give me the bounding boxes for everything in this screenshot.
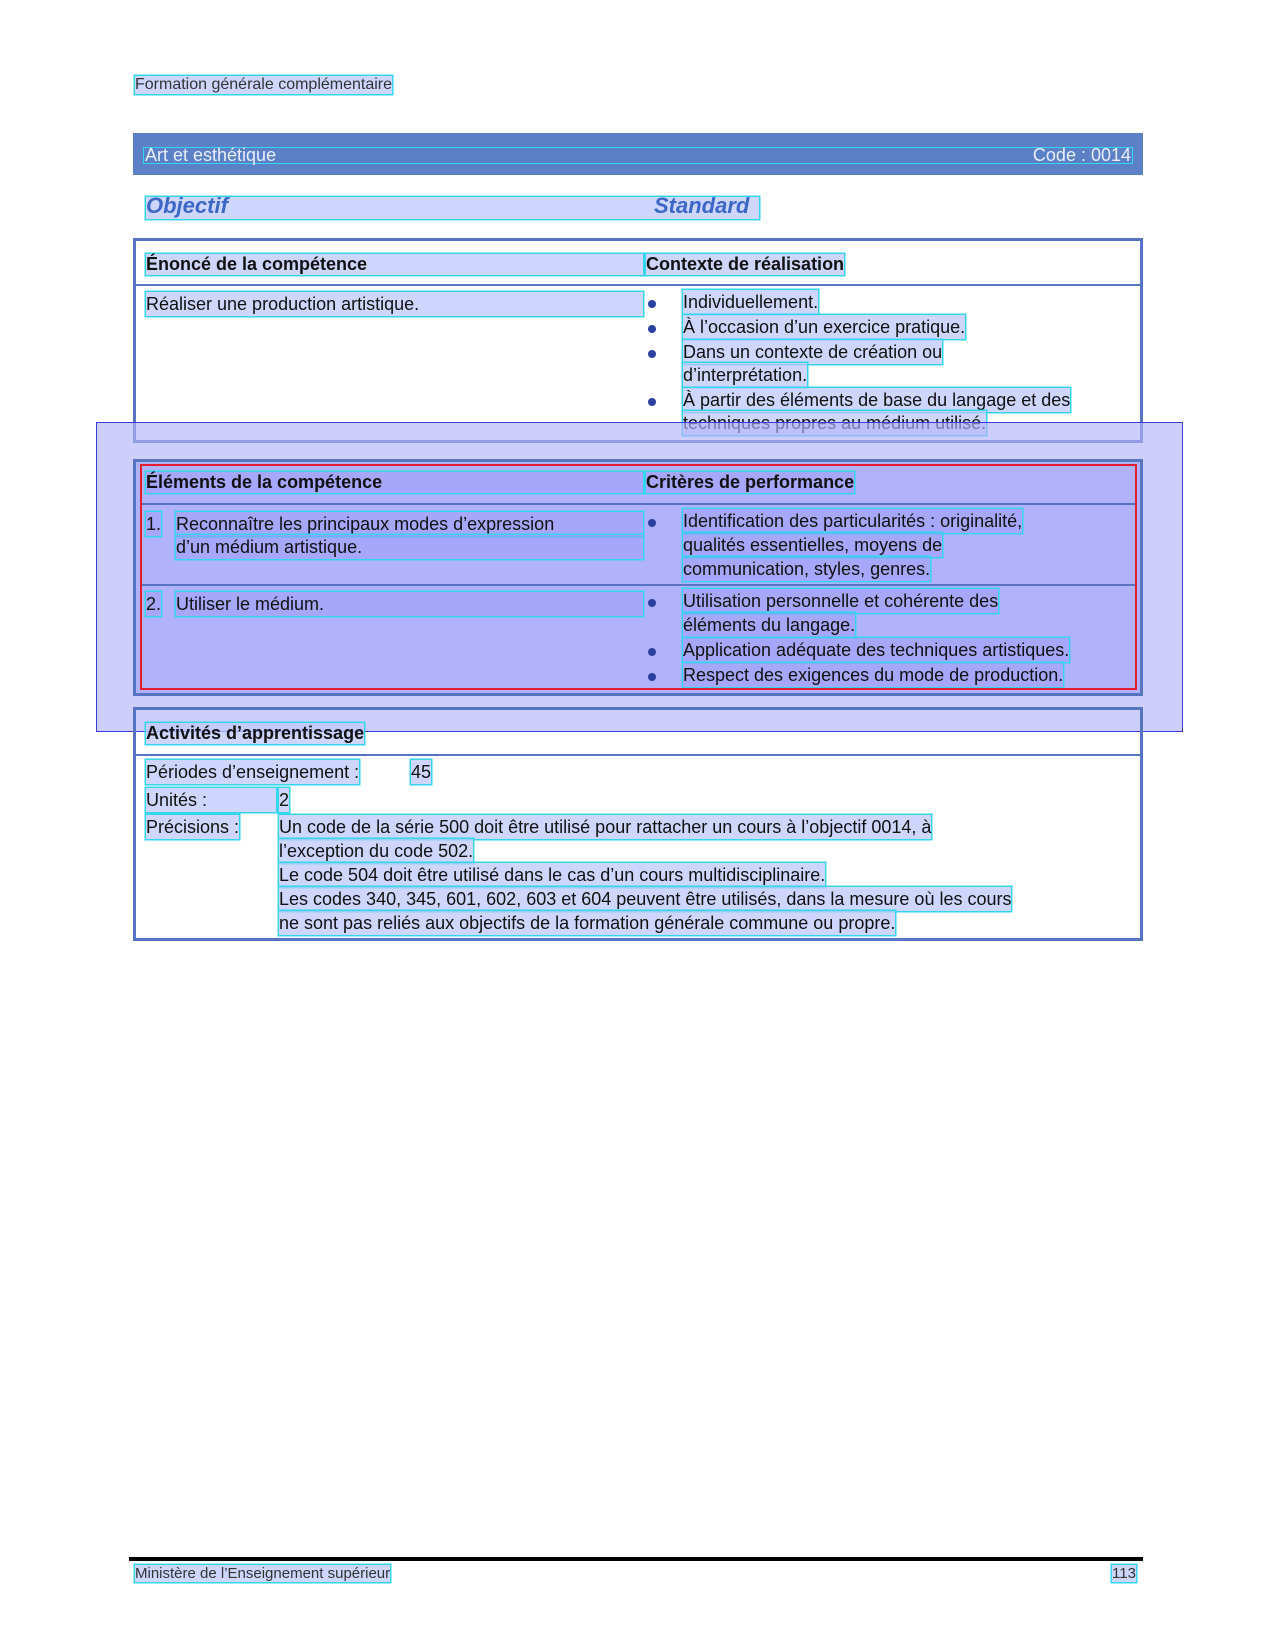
precision-line: Le code 504 doit être utilisé dans le cas d’un cours multidisciplinaire. bbox=[279, 865, 826, 885]
units-value: 2 bbox=[279, 790, 290, 810]
selected-region-border bbox=[140, 464, 1137, 690]
title-bar bbox=[133, 133, 1143, 175]
context-item-cont: d’interprétation. bbox=[683, 365, 808, 385]
header-divider bbox=[136, 754, 1140, 756]
bullet-icon bbox=[648, 398, 656, 406]
objective-heading: Objectif bbox=[146, 193, 228, 218]
context-item: Individuellement. bbox=[683, 292, 819, 312]
context-item: À l’occasion d’un exercice pratique. bbox=[683, 317, 966, 337]
footer-ministry: Ministère de l’Enseignement supérieur bbox=[135, 1565, 391, 1582]
precision-line: Un code de la série 500 doit être utilisé pour rattacher un cours à l’objectif 0014, à bbox=[279, 817, 932, 837]
competence-statement: Réaliser une production artistique. bbox=[146, 292, 643, 316]
precision-line: l’exception du code 502. bbox=[279, 841, 474, 861]
competence-statement-header: Énoncé de la compétence bbox=[146, 254, 643, 275]
context-item: À partir des éléments de base du langage et des bbox=[683, 390, 1071, 410]
units-label: Unités : bbox=[146, 788, 276, 812]
criterion-item-cont: communication, styles, genres. bbox=[683, 559, 931, 579]
criterion-item: Utilisation personnelle et cohérente des bbox=[683, 591, 999, 611]
criteria-header: Critères de performance bbox=[646, 472, 855, 492]
page-number: 113 bbox=[1112, 1565, 1136, 1582]
running-header: Formation générale complémentaire bbox=[135, 76, 393, 93]
precision-line: ne sont pas reliés aux objectifs de la formation générale commune ou propre. bbox=[279, 913, 896, 933]
competence-frame bbox=[133, 238, 1143, 443]
subheading-row bbox=[146, 193, 759, 219]
title-bar-outline bbox=[143, 147, 1133, 164]
activities-header: Activités d’apprentissage bbox=[146, 723, 365, 743]
course-title: Art et esthétique bbox=[145, 145, 277, 165]
precisions-label: Précisions : bbox=[146, 817, 240, 837]
periods-label: Périodes d’enseignement : bbox=[146, 762, 360, 782]
context-item: Dans un contexte de création ou bbox=[683, 342, 943, 362]
periods-value: 45 bbox=[411, 762, 432, 782]
element-text-cont: d’un médium artistique. bbox=[176, 535, 643, 559]
criterion-item: Identification des particularités : originalité, bbox=[683, 511, 1023, 531]
bullet-icon bbox=[648, 350, 656, 358]
elements-header: Éléments de la compétence bbox=[146, 472, 643, 493]
context-header: Contexte de réalisation bbox=[646, 254, 845, 274]
course-code: Code : 0014 bbox=[1032, 145, 1131, 165]
criterion-item: Respect des exigences du mode de production. bbox=[683, 665, 1064, 685]
criterion-item: Application adéquate des techniques artistiques. bbox=[683, 640, 1070, 660]
element-number: 1. bbox=[146, 514, 162, 534]
element-text: Utiliser le médium. bbox=[176, 592, 643, 616]
criterion-item-cont: éléments du langage. bbox=[683, 615, 856, 635]
bullet-icon bbox=[648, 300, 656, 308]
precision-line: Les codes 340, 345, 601, 602, 603 et 604 peuvent être utilisés, dans la mesure où les cours bbox=[279, 889, 1012, 909]
activities-frame bbox=[133, 707, 1143, 941]
bullet-icon bbox=[648, 325, 656, 333]
header-divider bbox=[136, 284, 1140, 286]
element-text: Reconnaître les principaux modes d’expression bbox=[176, 512, 643, 536]
criterion-item-cont: qualités essentielles, moyens de bbox=[683, 535, 943, 555]
standard-heading: Standard bbox=[654, 193, 750, 218]
element-number: 2. bbox=[146, 594, 162, 614]
footer-rule bbox=[129, 1557, 1143, 1561]
